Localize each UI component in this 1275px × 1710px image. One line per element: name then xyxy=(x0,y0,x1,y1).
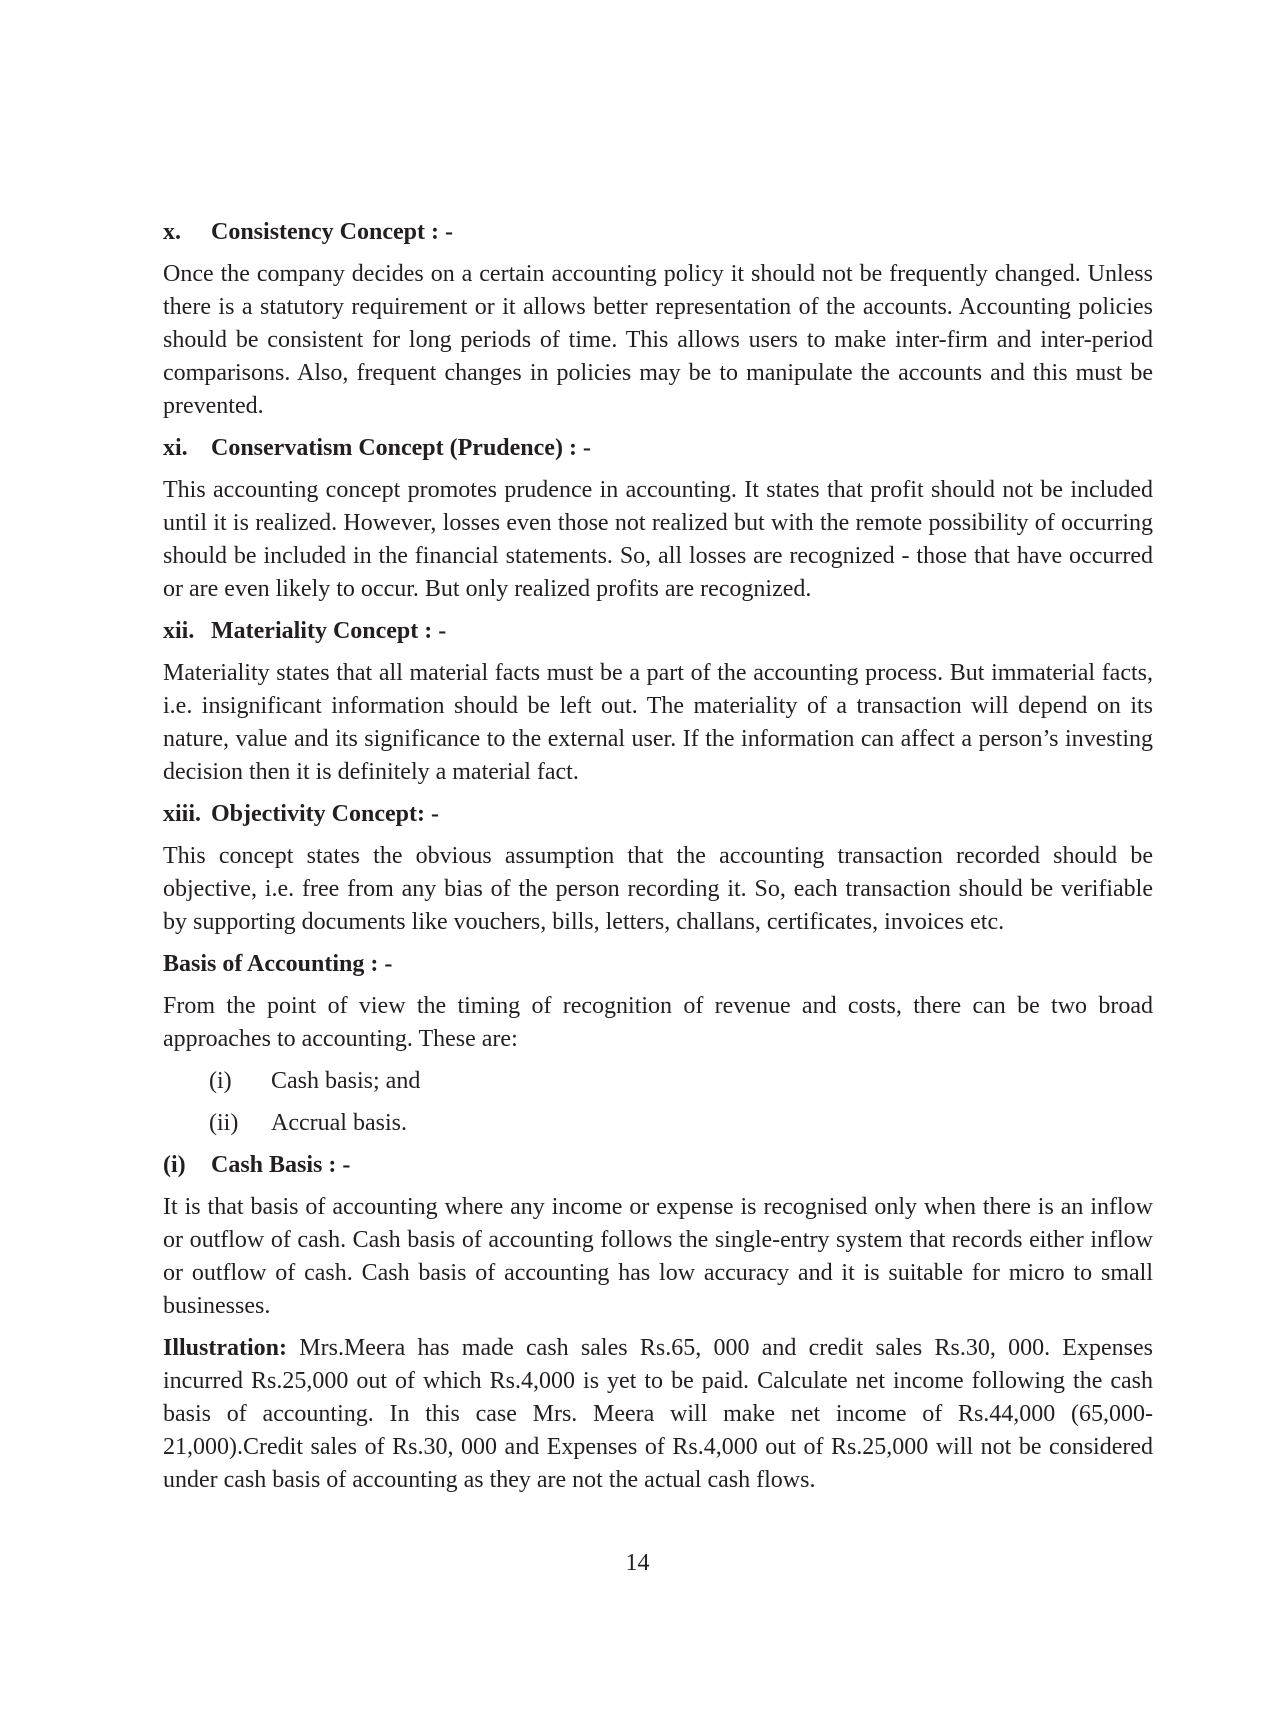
list-item xyxy=(209,1065,1153,1098)
list-marker: (i) xyxy=(209,1068,232,1094)
section-number: (i) xyxy=(163,1152,186,1178)
list-item-text: Cash basis; and xyxy=(271,1068,421,1094)
section-title: Conservatism Concept (Prudence) : - xyxy=(211,435,591,461)
section-title: Objectivity Concept: - xyxy=(211,801,439,827)
section-number: xiii. xyxy=(163,801,202,827)
section-number: xii. xyxy=(163,618,195,644)
illustration-text: Mrs.Meera has made cash sales Rs.65, 000 and credit sales Rs.30, 000. Expenses incurred Rs.25,000 out of which Rs.4,000 is yet to be paid. Calculate net income following the cash basis of accounting. In this case Mrs. Meera will make net income of Rs.44,000 (65,000-21,000).Credit sales of Rs.30, 000 and Expenses of Rs.4,000 out of Rs.25,000 will not be considered under cash basis of accounting as they are not the actual cash flows. xyxy=(163,1335,1153,1493)
basis-of-accounting-body: From the point of view the timing of recognition of revenue and costs, there can be two broad approaches to accounting. These are: xyxy=(163,993,1153,1052)
section-title: Cash Basis : - xyxy=(211,1152,351,1178)
list-item xyxy=(209,1107,1153,1140)
section-title: Materiality Concept : - xyxy=(211,618,447,644)
page-number: 14 xyxy=(625,1550,650,1576)
section-heading-conservatism xyxy=(163,432,1153,465)
document-page xyxy=(163,216,1153,1506)
list-marker: (ii) xyxy=(209,1110,239,1136)
section-number: x. xyxy=(163,219,181,245)
illustration-paragraph xyxy=(163,1332,1153,1497)
section-heading-consistency xyxy=(163,216,1153,249)
section-title: Consistency Concept : - xyxy=(211,219,453,245)
section-number: xi. xyxy=(163,435,188,461)
basis-of-accounting-heading: Basis of Accounting : - xyxy=(163,951,393,977)
basis-list xyxy=(209,1065,1153,1140)
cash-basis-heading xyxy=(163,1149,1153,1182)
section-body-objectivity: This concept states the obvious assumption that the accounting transaction recorded should be objective, i.e. free from any bias of the person recording it. So, each transaction should be verifiable by supporting documents like vouchers, bills, letters, challans, certificates, invoices etc. xyxy=(163,843,1153,935)
cash-basis-body: It is that basis of accounting where any income or expense is recognised only when there is an inflow or outflow of cash. Cash basis of accounting follows the single-entry system that records either inflow or outflow of cash. Cash basis of accounting has low accuracy and it is suitable for micro to small businesses. xyxy=(163,1194,1153,1319)
section-heading-objectivity xyxy=(163,798,1153,831)
section-body-conservatism: This accounting concept promotes prudence in accounting. It states that profit should not be included until it is realized. However, losses even those not realized but with the remote possibility of occurring should be included in the financial statements. So, all losses are recognized - those that have occurred or are even likely to occur. But only realized profits are recognized. xyxy=(163,477,1153,602)
section-body-consistency: Once the company decides on a certain accounting policy it should not be frequently changed. Unless there is a statutory requirement or it allows better representation of the accounts. Accounting policies should be consistent for long periods of time. This allows users to make inter-firm and inter-period comparisons. Also, frequent changes in policies may be to manipulate the accounts and this must be prevented. xyxy=(163,261,1153,419)
illustration-label: Illustration: xyxy=(163,1335,288,1361)
section-heading-materiality xyxy=(163,615,1153,648)
list-item-text: Accrual basis. xyxy=(271,1110,407,1136)
section-body-materiality: Materiality states that all material facts must be a part of the accounting process. But immaterial facts, i.e. insignificant information should be left out. The materiality of a transaction will depend on its nature, value and its significance to the external user. If the information can affect a person’s investing decision then it is definitely a material fact. xyxy=(163,660,1153,785)
